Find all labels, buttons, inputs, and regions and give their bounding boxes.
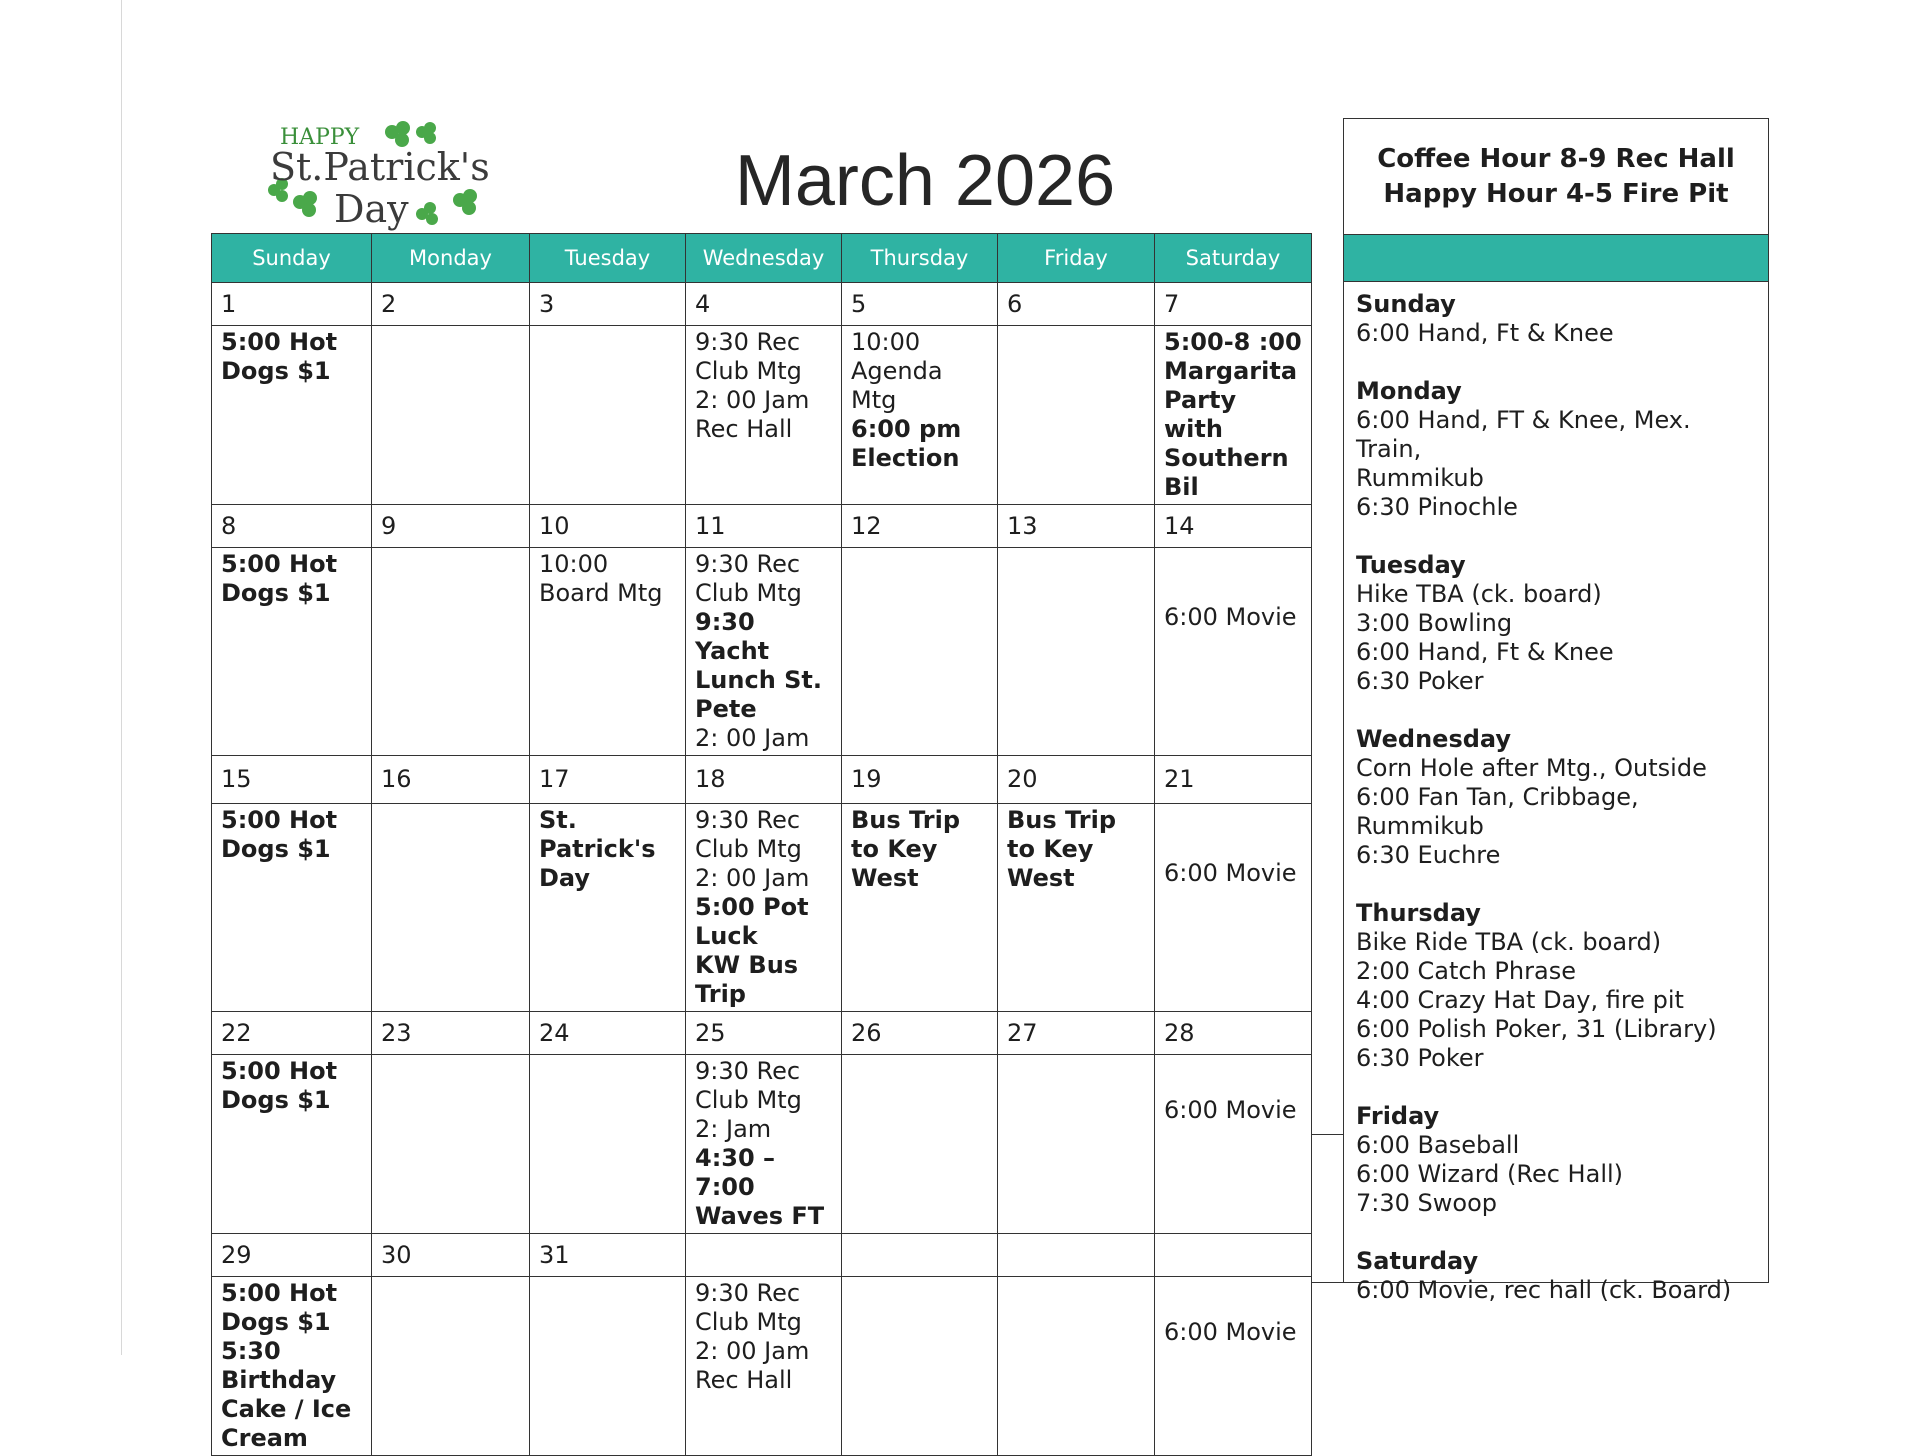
date-number: 13: [998, 505, 1155, 548]
day-events-cell: [530, 548, 686, 756]
day-events-cell: [372, 548, 530, 756]
event-entry: 4:30 – 7:00 Waves FT: [695, 1144, 825, 1230]
event-entry: 5:00 Pot Luck: [695, 893, 809, 950]
header-tuesday: Tuesday: [530, 234, 686, 283]
logo-day: Day: [334, 187, 409, 231]
event-entry: 9:30 Rec Club Mtg: [695, 550, 802, 607]
date-number: 19: [842, 756, 998, 804]
day-events-cell: [1155, 326, 1312, 505]
day-events-cell: [1155, 548, 1312, 756]
weekly-activities-panel: [1343, 118, 1769, 1304]
activity-line: 7:30 Swoop: [1356, 1189, 1497, 1217]
day-events-cell: [212, 326, 372, 505]
day-events-cell: [842, 548, 998, 756]
date-number: 29: [212, 1234, 372, 1277]
activity-line: 6:30 Poker: [1356, 1044, 1484, 1072]
date-number: 11: [686, 505, 842, 548]
date-number: 3: [530, 283, 686, 326]
activity-day-label: Saturday: [1356, 1247, 1479, 1275]
event-entry: 5:00 Hot Dogs $1: [221, 1057, 338, 1114]
header-sunday: Sunday: [212, 234, 372, 283]
coffee-hour-text: Coffee Hour 8-9 Rec Hall: [1377, 143, 1735, 174]
day-events-cell: [842, 804, 998, 1012]
activity-line: 6:00 Hand, FT & Knee, Mex. Train,: [1356, 406, 1691, 463]
event-entry: 5:00 Hot Dogs $1: [221, 1279, 338, 1336]
event-entry: 5:30 Birthday Cake / Ice Cream: [221, 1337, 352, 1452]
date-number: 10: [530, 505, 686, 548]
event-entry: 9:30 Rec Club Mtg: [695, 806, 802, 863]
event-entry: 5:00 Hot Dogs $1: [221, 806, 338, 863]
day-events-cell: [372, 1055, 530, 1234]
day-events-cell: [212, 1277, 372, 1456]
event-entry: 2: Jam: [695, 1115, 772, 1143]
day-events-cell: [842, 1055, 998, 1234]
date-number: 4: [686, 283, 842, 326]
event-entry: 9:30 Rec Club Mtg: [695, 328, 802, 385]
day-events-cell: [842, 1277, 998, 1456]
date-number: 24: [530, 1012, 686, 1055]
activity-line: Bike Ride TBA (ck. board): [1356, 928, 1662, 956]
logo-st-patricks: St.Patrick's: [270, 145, 490, 189]
calendar-title: March 2026: [734, 141, 1116, 221]
weekday-header-row: [212, 234, 1312, 283]
header-thursday: Thursday: [842, 234, 998, 283]
activity-line: 6:00 Baseball: [1356, 1131, 1520, 1159]
activity-line: Rummikub: [1356, 812, 1484, 840]
date-number: 9: [372, 505, 530, 548]
activity-line: 6:30 Euchre: [1356, 841, 1501, 869]
event-entry: 5:00-8 :00 Margarita Party with Southern Bil: [1164, 328, 1302, 501]
events-row: [212, 1055, 1312, 1234]
activity-line: 6:00 Polish Poker, 31 (Library): [1356, 1015, 1717, 1043]
event-entry: 2: 00 Jam Rec Hall: [695, 386, 810, 443]
day-events-cell: [530, 326, 686, 505]
event-entry: KW Bus Trip: [695, 951, 799, 1008]
day-events-cell: [686, 1055, 842, 1234]
activity-line: 6:00 Fan Tan, Cribbage,: [1356, 783, 1639, 811]
events-row: [212, 326, 1312, 505]
date-number-row: [212, 1234, 1312, 1277]
scan-edge-line: [121, 0, 122, 1355]
date-number: [842, 1234, 998, 1277]
event-entry: 9:30 Rec Club Mtg: [695, 1279, 802, 1336]
day-events-cell: [686, 326, 842, 505]
day-events-cell: [212, 548, 372, 756]
event-entry: 6:00 Movie: [1164, 1317, 1297, 1346]
date-number: 21: [1155, 756, 1312, 804]
day-events-cell: [212, 804, 372, 1012]
logo-happy: HAPPY: [280, 125, 360, 150]
day-events-cell: [530, 804, 686, 1012]
st-patricks-logo: [262, 118, 492, 236]
header-saturday: Saturday: [1155, 234, 1312, 283]
event-entry: 6:00 Movie: [1164, 1095, 1297, 1124]
events-row: [212, 548, 1312, 756]
event-entry: Bus Trip to Key West: [851, 806, 960, 892]
date-number: 23: [372, 1012, 530, 1055]
events-row: [212, 804, 1312, 1012]
date-number: 15: [212, 756, 372, 804]
date-number: 20: [998, 756, 1155, 804]
date-number: 27: [998, 1012, 1155, 1055]
day-events-cell: [372, 804, 530, 1012]
day-events-cell: [998, 804, 1155, 1012]
activity-line: 4:00 Crazy Hat Day, fire pit: [1356, 986, 1684, 1014]
day-events-cell: [1155, 1055, 1312, 1234]
event-entry: 9:30 Yacht Lunch St. Pete: [695, 608, 823, 723]
activity-day-label: Wednesday: [1356, 725, 1512, 753]
day-events-cell: [372, 1277, 530, 1456]
activity-day-section: [1356, 1247, 1756, 1305]
events-row: [212, 1277, 1312, 1456]
activity-day-section: [1356, 377, 1756, 522]
date-number-row: [212, 283, 1312, 326]
activity-day-label: Sunday: [1356, 290, 1456, 318]
daily-hours-header: [1344, 119, 1768, 235]
date-number: 7: [1155, 283, 1312, 326]
calendar-grid: [211, 233, 1312, 1456]
activity-day-label: Monday: [1356, 377, 1462, 405]
date-number-row: [212, 505, 1312, 548]
day-events-cell: [212, 1055, 372, 1234]
weekly-activities-list: [1344, 282, 1768, 1313]
event-entry: 2: 00 Jam: [695, 724, 810, 752]
date-number: 2: [372, 283, 530, 326]
header-friday: Friday: [998, 234, 1155, 283]
day-events-cell: [530, 1055, 686, 1234]
day-events-cell: [686, 804, 842, 1012]
date-number: 14: [1155, 505, 1312, 548]
sidebar-gap-column: [1312, 1134, 1343, 1283]
event-entry: 6:00 pm Election: [851, 415, 962, 472]
day-events-cell: [1155, 1277, 1312, 1456]
event-entry: 10:00 Agenda Mtg: [851, 328, 943, 414]
day-events-cell: [998, 1277, 1155, 1456]
date-number: 1: [212, 283, 372, 326]
day-events-cell: [998, 548, 1155, 756]
date-number: 17: [530, 756, 686, 804]
day-events-cell: [530, 1277, 686, 1456]
date-number-row: [212, 756, 1312, 804]
activity-day-label: Thursday: [1356, 899, 1481, 927]
date-number: 30: [372, 1234, 530, 1277]
activity-day-label: Tuesday: [1356, 551, 1466, 579]
activity-day-section: [1356, 725, 1756, 870]
date-number: [686, 1234, 842, 1277]
activity-day-label: Friday: [1356, 1102, 1440, 1130]
activity-day-section: [1356, 290, 1756, 348]
day-events-cell: [842, 326, 998, 505]
activity-day-section: [1356, 899, 1756, 1073]
activity-line: Hike TBA (ck. board): [1356, 580, 1602, 608]
date-number: 28: [1155, 1012, 1312, 1055]
event-entry: 2: 00 Jam: [695, 864, 810, 892]
header-monday: Monday: [372, 234, 530, 283]
event-entry: 6:00 Movie: [1164, 859, 1297, 887]
date-number: 18: [686, 756, 842, 804]
day-events-cell: [686, 548, 842, 756]
activity-line: 2:00 Catch Phrase: [1356, 957, 1576, 985]
date-number: 12: [842, 505, 998, 548]
date-number: 8: [212, 505, 372, 548]
activity-line: 6:30 Pinochle: [1356, 493, 1518, 521]
event-entry: 9:30 Rec Club Mtg: [695, 1057, 802, 1114]
activity-line: 6:00 Hand, Ft & Knee: [1356, 638, 1614, 666]
date-number: 22: [212, 1012, 372, 1055]
event-entry: St. Patrick's Day: [539, 806, 656, 892]
event-entry: 6:00 Movie: [1164, 603, 1297, 631]
date-number: 31: [530, 1234, 686, 1277]
date-number: 5: [842, 283, 998, 326]
event-entry: 5:00 Hot Dogs $1: [221, 328, 338, 385]
date-number: 16: [372, 756, 530, 804]
activity-line: 6:00 Wizard (Rec Hall): [1356, 1160, 1624, 1188]
event-entry: Bus Trip to Key West: [1007, 806, 1116, 892]
happy-hour-text: Happy Hour 4-5 Fire Pit: [1383, 178, 1729, 209]
activity-line: Rummikub: [1356, 464, 1484, 492]
day-events-cell: [998, 326, 1155, 505]
day-events-cell: [686, 1277, 842, 1456]
date-number: 26: [842, 1012, 998, 1055]
activity-day-section: [1356, 551, 1756, 696]
date-number: 25: [686, 1012, 842, 1055]
date-number-row: [212, 1012, 1312, 1055]
activity-day-section: [1356, 1102, 1756, 1218]
panel-header-bar: [1344, 235, 1768, 282]
event-entry: 5:00 Hot Dogs $1: [221, 550, 338, 607]
date-number: [1155, 1234, 1312, 1277]
activity-line: 6:30 Poker: [1356, 667, 1484, 695]
day-events-cell: [1155, 804, 1312, 1012]
event-entry: 2: 00 Jam Rec Hall: [695, 1337, 810, 1394]
activity-line: 6:00 Hand, Ft & Knee: [1356, 319, 1614, 347]
date-number: [998, 1234, 1155, 1277]
event-entry: 10:00 Board Mtg: [539, 550, 663, 607]
date-number: 6: [998, 283, 1155, 326]
header-wednesday: Wednesday: [686, 234, 842, 283]
activity-line: 6:00 Movie, rec hall (ck. Board): [1356, 1276, 1732, 1304]
day-events-cell: [372, 326, 530, 505]
activity-line: 3:00 Bowling: [1356, 609, 1513, 637]
day-events-cell: [998, 1055, 1155, 1234]
activity-line: Corn Hole after Mtg., Outside: [1356, 754, 1707, 782]
